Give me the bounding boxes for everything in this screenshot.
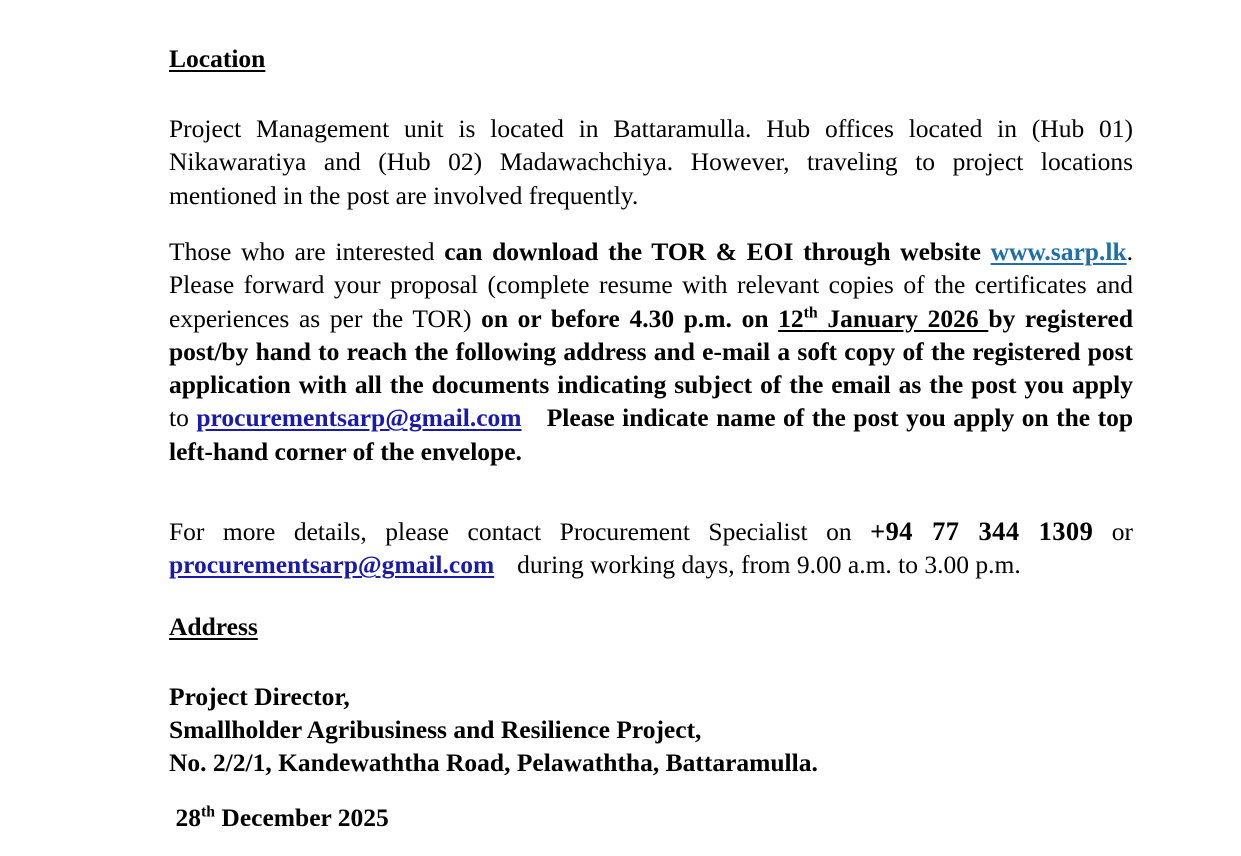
deadline-month-year: January 2026 [817,303,989,333]
submission-trailing-to: to [169,403,189,433]
location-heading: Location [169,44,266,73]
submission-lead-text: Those who are interested [169,236,445,266]
contact-working-hours: during working days, from 9.00 a.m. to 3.00 p.m. [517,550,1021,580]
contact-paragraph [169,515,1133,582]
submission-bold-download: can download the TOR & EOI through website [444,236,991,266]
deadline-day: 12 [778,303,804,333]
signature-date-day: 28 [175,802,201,832]
submission-after-link-text: . Please forward your proposal (complete resume with relevant copies of the certificates and experiences as per the TOR) [169,236,1133,333]
address-line: Smallholder Agribusiness and Resilience Project, [169,715,702,745]
spacer [169,468,1133,515]
address-line: Project Director, [169,681,350,711]
submission-bold-instructions: by registered post/by hand to reach the following address and e-mail a soft copy of the registered post application with all the documents indicating subject of the email as the post you apply [169,303,1134,400]
address-heading: Address [169,611,258,641]
document-body [169,44,1133,780]
submission-paragraph [169,235,1133,468]
spacer [169,642,1133,680]
address-line: No. 2/2/1, Kandewaththa Road, Pelawaththa, Battaramulla. [169,748,818,778]
gap-spacer [522,403,547,432]
deadline-date [778,304,988,333]
gap-spacer [494,550,517,579]
contact-conjunction: or [1093,517,1134,547]
location-heading-row [169,44,1133,74]
email-link-submission[interactable]: procurementsarp@gmail.com [196,403,522,433]
spacer [169,74,1133,112]
email-link-contact[interactable]: procurementsarp@gmail.com [169,550,495,580]
signature-date [150,772,389,856]
deadline-day-ordinal: th [803,304,818,322]
location-paragraph: Project Management unit is located in Battaramulla. Hub offices located in (Hub 01) Nikawaratiya and (Hub 02) Madawachchiya. However, traveling to project locations mentioned in the post are involved frequently. [169,114,1133,210]
website-link[interactable]: www.sarp.lk [990,236,1127,266]
signature-date-ordinal: th [201,803,216,821]
submission-bold-envelope: Please indicate name of the post you apply on the top left-hand corner of the envelope. [169,403,1134,466]
address-heading-row [169,612,1133,642]
signature-date-rest: December 2025 [215,802,389,832]
spacer [169,582,1133,612]
submission-bold-deadline: on or before 4.30 p.m. on [481,303,779,333]
contact-phone-number: +94 77 344 1309 [870,516,1094,547]
spacer [169,212,1133,235]
contact-lead-text: For more details, please contact Procurement Specialist on [169,517,871,547]
